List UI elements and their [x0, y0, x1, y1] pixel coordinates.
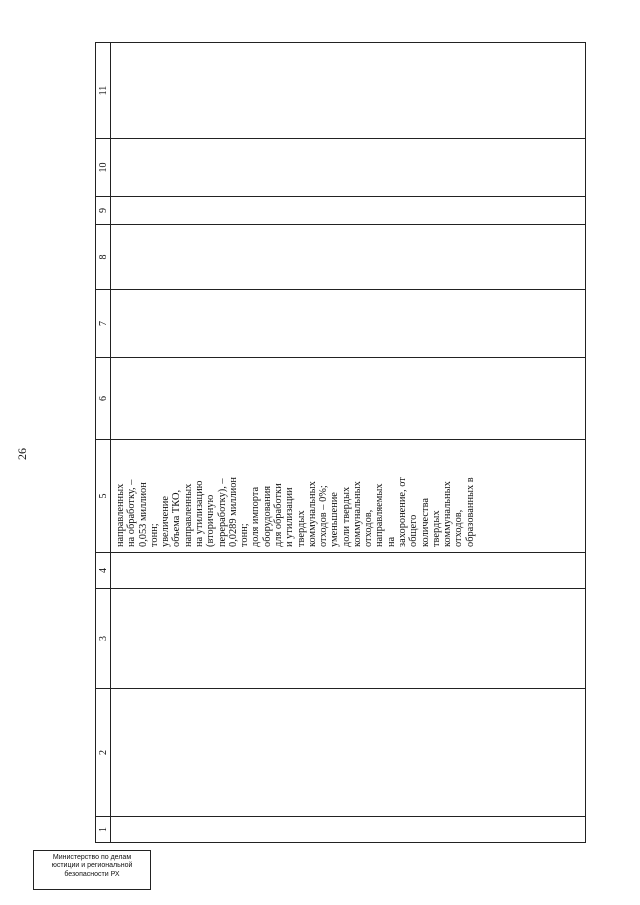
- indicator-line: уменьшение: [329, 492, 341, 547]
- indicator-line: доли твердых: [340, 486, 352, 547]
- indicator-line: доля импорта: [250, 486, 262, 547]
- indicator-line: направленных: [115, 483, 126, 547]
- stamp-line: юстиции и региональной: [51, 862, 133, 870]
- table-cell: [111, 290, 586, 358]
- col-number: 4: [96, 553, 111, 589]
- table-cell: [111, 225, 586, 290]
- indicator-text: [111, 440, 476, 552]
- indicator-line: коммунальных: [351, 481, 363, 547]
- indicator-line: отходов – 0%;: [318, 485, 330, 547]
- stamp-line: Министерство по делам: [52, 854, 132, 861]
- indicator-line: твердых: [295, 510, 307, 547]
- col-number: 8: [96, 225, 111, 290]
- indicator-line: на утилизацию: [193, 480, 205, 547]
- table-cell: [111, 358, 586, 440]
- indicator-line: отходов,: [453, 509, 465, 547]
- indicator-line: и утилизации: [284, 487, 296, 547]
- table-cell: [111, 43, 586, 139]
- table-cell: [111, 553, 586, 589]
- table-cell: [111, 689, 586, 817]
- indicator-line: образованных в: [464, 477, 476, 547]
- indicator-line: захоронение, от: [397, 477, 409, 547]
- table-cell: [111, 589, 586, 689]
- indicator-line: 0,053 миллион: [137, 482, 149, 547]
- col-number: 10: [96, 139, 111, 197]
- rotated-table: [95, 43, 585, 843]
- indicator-line: тонн;: [148, 523, 160, 547]
- table-cell: [111, 817, 586, 843]
- col-number: 2: [96, 689, 111, 817]
- indicator-line: твердых: [430, 510, 442, 547]
- col-number: 5: [96, 440, 111, 553]
- table-container: [95, 43, 585, 843]
- indicator-line: общего: [408, 514, 420, 547]
- table-cell: [111, 139, 586, 197]
- indicator-line: количества: [419, 498, 431, 547]
- indicator-line: направленных: [182, 483, 194, 547]
- indicator-line: увеличение: [160, 496, 172, 547]
- col-number: 7: [96, 290, 111, 358]
- col-number: 3: [96, 589, 111, 689]
- stamp-line: безопасности РХ: [64, 870, 120, 878]
- indicator-line: отходов,: [363, 509, 375, 547]
- indicator-line: (вторичную: [205, 494, 217, 547]
- indicator-line: коммунальных: [442, 481, 454, 547]
- registration-stamp: [33, 850, 151, 890]
- indicator-line: направляемых: [374, 483, 386, 547]
- table-cell: [111, 197, 586, 225]
- indicator-line: на: [385, 536, 397, 547]
- indicator-line: 0,0289 миллион: [227, 477, 239, 547]
- document-table: [95, 42, 586, 843]
- indicator-line: коммунальных: [306, 481, 318, 547]
- table-cell-col5: [111, 440, 586, 553]
- col-number: 1: [96, 817, 111, 843]
- indicator-line: оборудования: [261, 485, 273, 547]
- indicator-line: переработку), –: [216, 478, 228, 547]
- col-number: 9: [96, 197, 111, 225]
- table-row: [111, 43, 586, 843]
- header-row: [96, 43, 111, 843]
- indicator-line: объема ТКО,: [171, 489, 183, 547]
- col-number: 11: [96, 43, 111, 139]
- page-number: 26: [15, 448, 29, 460]
- indicator-line: на обработку, –: [126, 479, 138, 547]
- indicator-line: тонн;: [239, 523, 251, 547]
- col-number: 6: [96, 358, 111, 440]
- indicator-line: для обработки: [272, 483, 284, 547]
